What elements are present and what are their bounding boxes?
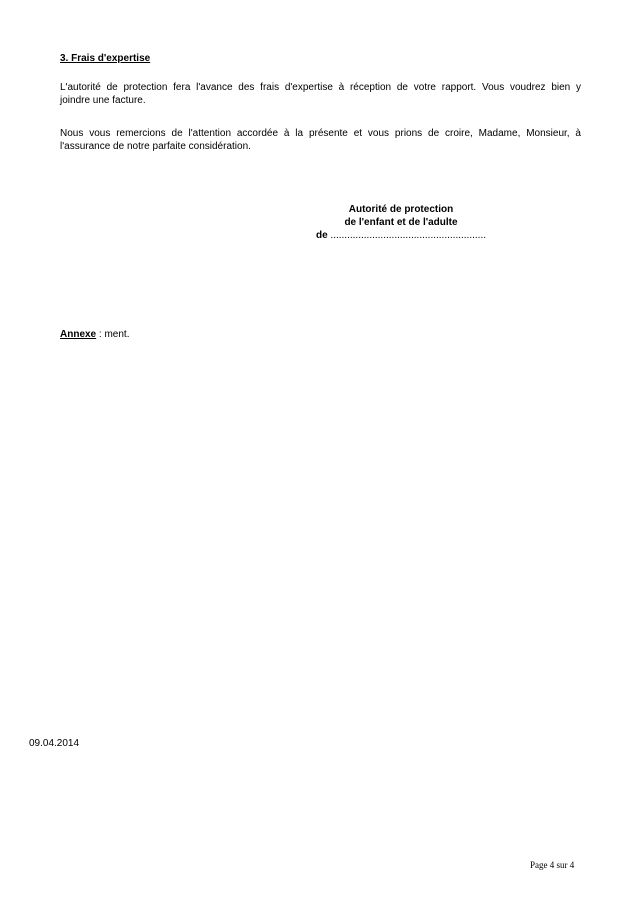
signature-block <box>270 203 532 242</box>
annexe-label: Annexe <box>60 329 97 340</box>
signature-authority-line1: Autorité de protection <box>348 204 454 215</box>
page-number: Page 4 sur 4 <box>530 860 575 870</box>
paragraph-expertise-fees <box>60 81 581 107</box>
annexe-text: : ment. <box>96 329 130 340</box>
signature-authority-line2: de l'enfant et de l'adulte <box>344 217 458 228</box>
section-heading: 3. Frais d'expertise <box>60 53 151 64</box>
document-date: 09.04.2014 <box>29 738 80 749</box>
paragraph-line: joindre une facture. <box>60 95 146 106</box>
annexe-line <box>60 328 129 341</box>
paragraph-closing <box>60 127 581 153</box>
signature-dotted-line: ........................................................ <box>327 230 487 241</box>
paragraph-line: Nous vous remercions de l'attention accordée à la présente et vous prions de croire, Madame, Monsieur, à <box>60 128 581 139</box>
signature-place-line <box>270 229 532 242</box>
signature-place-prefix: de <box>315 230 328 241</box>
paragraph-line: l'assurance de notre parfaite considération. <box>60 141 251 152</box>
paragraph-line: L'autorité de protection fera l'avance des frais d'expertise à réception de votre rapport. Vous voudrez bien y <box>60 82 581 93</box>
